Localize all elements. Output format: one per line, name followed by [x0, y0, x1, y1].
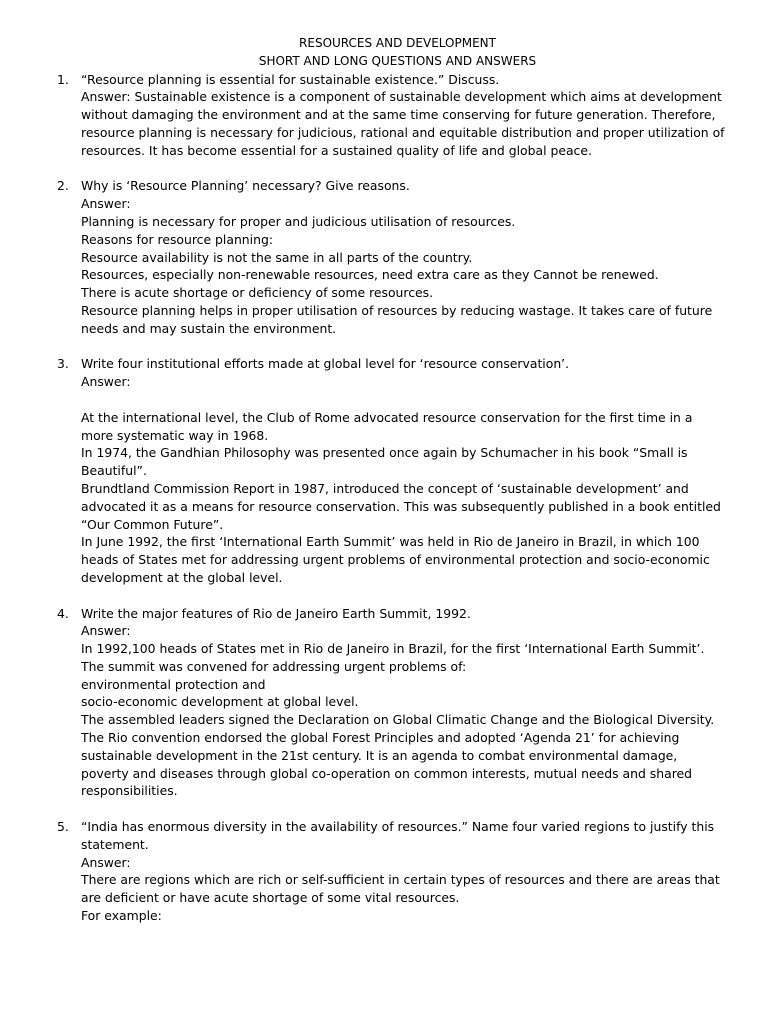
answer-line: The Rio convention endorsed the global Forest Principles and adopted ‘Agenda 21’ for achieving sustainable development in the 21st century. It is an agenda to combat environmental damage, poverty and diseases through global co-operation on common interests, mutual needs and shared responsibilities.: [81, 730, 693, 799]
answer-label: Answer:: [81, 196, 131, 212]
answer-line: environmental protection and: [81, 676, 266, 692]
answer-label: Answer:: [81, 854, 131, 870]
document-subtitle: SHORT AND LONG QUESTIONS AND ANSWERS: [258, 53, 537, 68]
answer-line: socio-economic development at global level.: [81, 694, 359, 710]
answer-line: There are regions which are rich or self-sufficient in certain types of resources and there are areas that are deficient or have acute shortage of some vital resources.: [81, 872, 720, 906]
blank-line: [81, 391, 728, 409]
question-number: 3.: [57, 356, 69, 372]
question-text: Why is ‘Resource Planning’ necessary? Give reasons.: [81, 178, 410, 194]
answer-line: Resource planning helps in proper utilisation of resources by reducing wastage. It takes care of future needs and may sustain the environment.: [81, 302, 713, 336]
answer-line: Resources, especially non-renewable resources, need extra care as they Cannot be renewed.: [81, 267, 659, 283]
answer-line: Brundtland Commission Report in 1987, introduced the concept of ‘sustainable development’ and advocated it as a means for resource conservation. This was subsequently published in a book entitled “Our Common Future”.: [81, 480, 721, 532]
answer-line: Answer: Sustainable existence is a component of sustainable development which aims at development without damaging the environment and at the same time conserving for future generation. Therefore, resource planning is necessary for judicious, rational and equitable distribution and proper utilization of resources. It has become essential for a sustained quality of life and global peace.: [81, 89, 725, 158]
answer-line: At the international level, the Club of Rome advocated resource conservation for the first time in a more systematic way in 1968.: [81, 409, 693, 443]
question-number: 2.: [57, 178, 69, 194]
answer-line: The summit was convened for addressing urgent problems of:: [81, 658, 467, 674]
answer-label: Answer:: [81, 623, 131, 639]
question-number: 5.: [57, 819, 69, 835]
question-2: [57, 177, 728, 337]
question-number: 1.: [57, 71, 69, 87]
document-title: RESOURCES AND DEVELOPMENT: [299, 36, 496, 50]
question-3: [57, 355, 728, 586]
question-text: Write the major features of Rio de Janeiro Earth Summit, 1992.: [81, 605, 471, 621]
answer-line: Planning is necessary for proper and judicious utilisation of resources.: [81, 213, 516, 229]
answer-line: In June 1992, the first ‘International Earth Summit’ was held in Rio de Janeiro in Brazil, in which 100 heads of States met for addressing urgent problems of environmental protection and socio-economic development at the global level.: [81, 534, 710, 585]
question-4: [57, 605, 728, 801]
answer-label: Answer:: [81, 374, 131, 390]
answer-line: In 1992,100 heads of States met in Rio de Janeiro in Brazil, for the first ‘International Earth Summit’.: [81, 641, 705, 657]
answer-line: There is acute shortage or deficiency of some resources.: [81, 285, 434, 301]
answer-line: The assembled leaders signed the Declaration on Global Climatic Change and the Biological Diversity.: [81, 712, 715, 728]
question-text: Write four institutional efforts made at global level for ‘resource conservation’.: [81, 356, 570, 372]
answer-line: In 1974, the Gandhian Philosophy was presented once again by Schumacher in his book “Small is Beautiful”.: [81, 445, 688, 479]
question-text: “Resource planning is essential for sustainable existence.” Discuss.: [81, 71, 500, 87]
question-number: 4.: [57, 605, 69, 621]
answer-line: For example:: [81, 908, 162, 924]
answer-line: Resource availability is not the same in all parts of the country.: [81, 249, 473, 265]
question-text: “India has enormous diversity in the availability of resources.” Name four varied regions to justify this statement.: [81, 819, 715, 852]
question-1: [57, 71, 728, 160]
question-5: [57, 818, 728, 925]
answer-line: Reasons for resource planning:: [81, 231, 273, 247]
